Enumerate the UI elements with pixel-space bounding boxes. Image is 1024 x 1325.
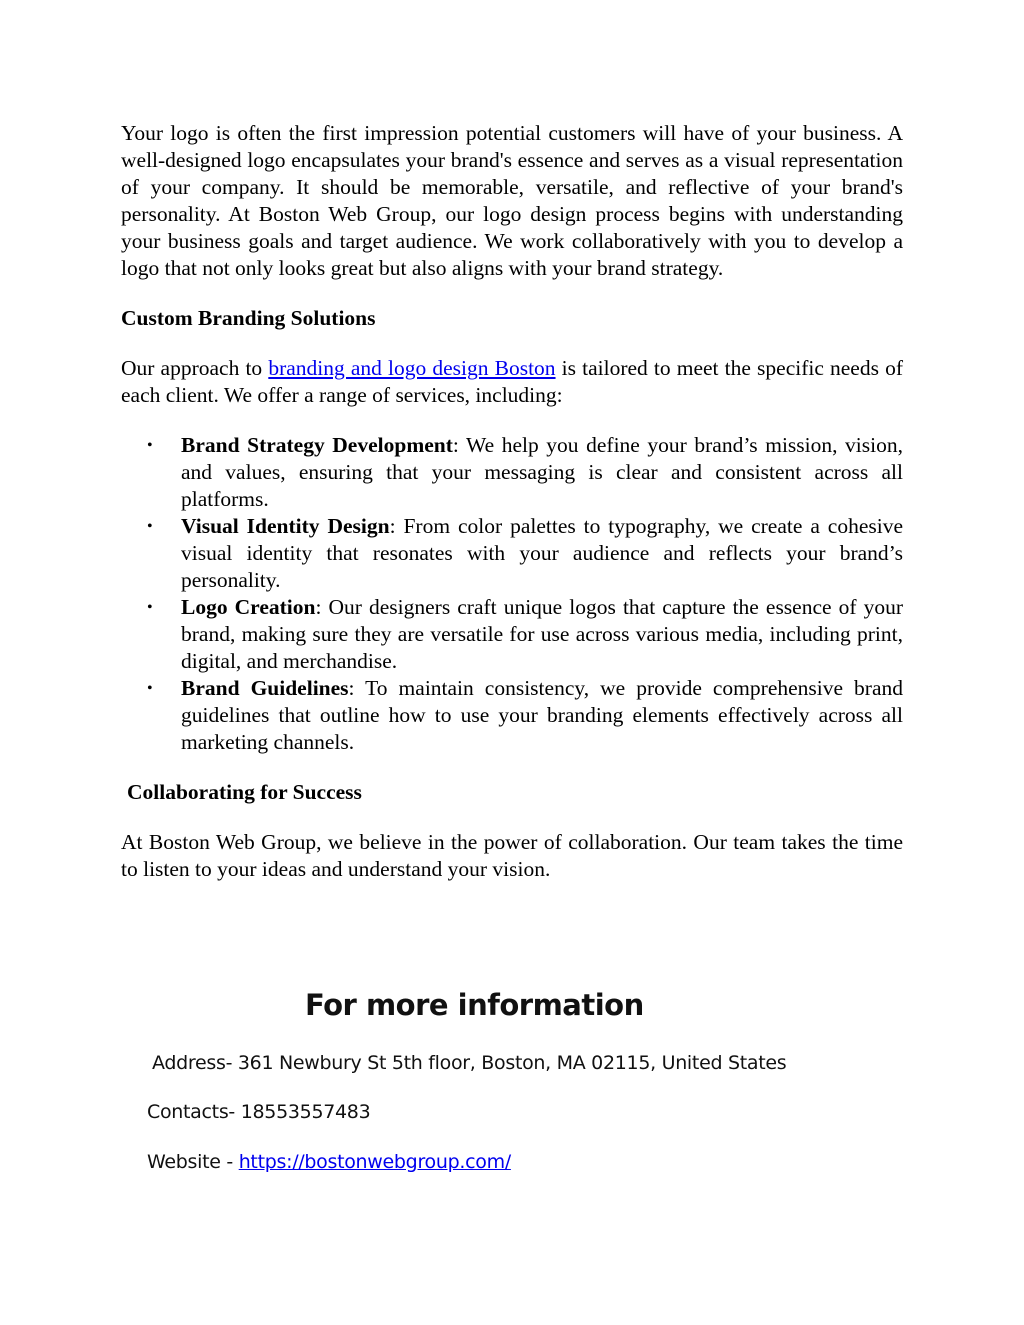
bullet-icon: • bbox=[147, 680, 153, 697]
bullet-icon: • bbox=[147, 437, 153, 454]
service-title: Brand Strategy Development bbox=[181, 433, 453, 457]
address-line: Address- 361 Newbury St 5th floor, Boston, MA 02115, United States bbox=[152, 1052, 787, 1074]
list-item bbox=[121, 675, 903, 756]
service-title: Visual Identity Design bbox=[181, 514, 390, 538]
service-description: : We help you define your brand’s mission, vision, and values, ensuring that your messaging is clear and consistent across all platforms. bbox=[181, 433, 903, 511]
website-line bbox=[147, 1149, 511, 1175]
website-label: Website - bbox=[147, 1151, 239, 1173]
approach-text-before: Our approach to bbox=[121, 356, 269, 380]
service-title: Brand Guidelines bbox=[181, 676, 349, 700]
intro-paragraph: Your logo is often the first impression potential customers will have of your business. A well-designed logo encapsulates your brand's essence and serves as a visual representation of your company. It should be memorable, versatile, and reflective of your brand's personality. At Boston Web Group, our logo design process begins with understanding your business goals and target audience. We work collaboratively with you to develop a logo that not only looks great but also aligns with your brand strategy. bbox=[121, 121, 903, 280]
collaboration-paragraph: At Boston Web Group, we believe in the power of collaboration. Our team takes the time to listen to your ideas and understand your vision. bbox=[121, 830, 903, 881]
custom-branding-heading: Custom Branding Solutions bbox=[121, 306, 376, 330]
service-description: : To maintain consistency, we provide comprehensive brand guidelines that outline how to use your branding elements effectively across all marketing channels. bbox=[181, 676, 904, 754]
approach-text-after: is tailored to meet the specific needs of each client. We offer a range of services, including: bbox=[121, 356, 903, 407]
list-item bbox=[121, 432, 903, 513]
collaborating-heading: Collaborating for Success bbox=[127, 780, 362, 804]
website-link[interactable]: https://bostonwebgroup.com/ bbox=[238, 1151, 511, 1173]
service-description: : Our designers craft unique logos that capture the essence of your brand, making sure they are versatile for use across various media, including print, digital, and merchandise. bbox=[181, 595, 903, 673]
more-information-title: For more information bbox=[305, 988, 644, 1022]
document-body bbox=[121, 120, 903, 883]
list-item bbox=[121, 513, 903, 594]
service-title: Logo Creation bbox=[181, 595, 316, 619]
branding-logo-design-link[interactable]: branding and logo design Boston bbox=[268, 356, 556, 380]
approach-paragraph bbox=[121, 355, 903, 409]
bullet-icon: • bbox=[147, 518, 153, 535]
bullet-icon: • bbox=[147, 599, 153, 616]
contacts-line: Contacts- 18553557483 bbox=[147, 1101, 371, 1123]
services-list bbox=[121, 432, 903, 756]
service-description: : From color palettes to typography, we create a cohesive visual identity that resonates with your audience and reflects your brand’s personality. bbox=[181, 514, 904, 592]
list-item bbox=[121, 594, 903, 675]
